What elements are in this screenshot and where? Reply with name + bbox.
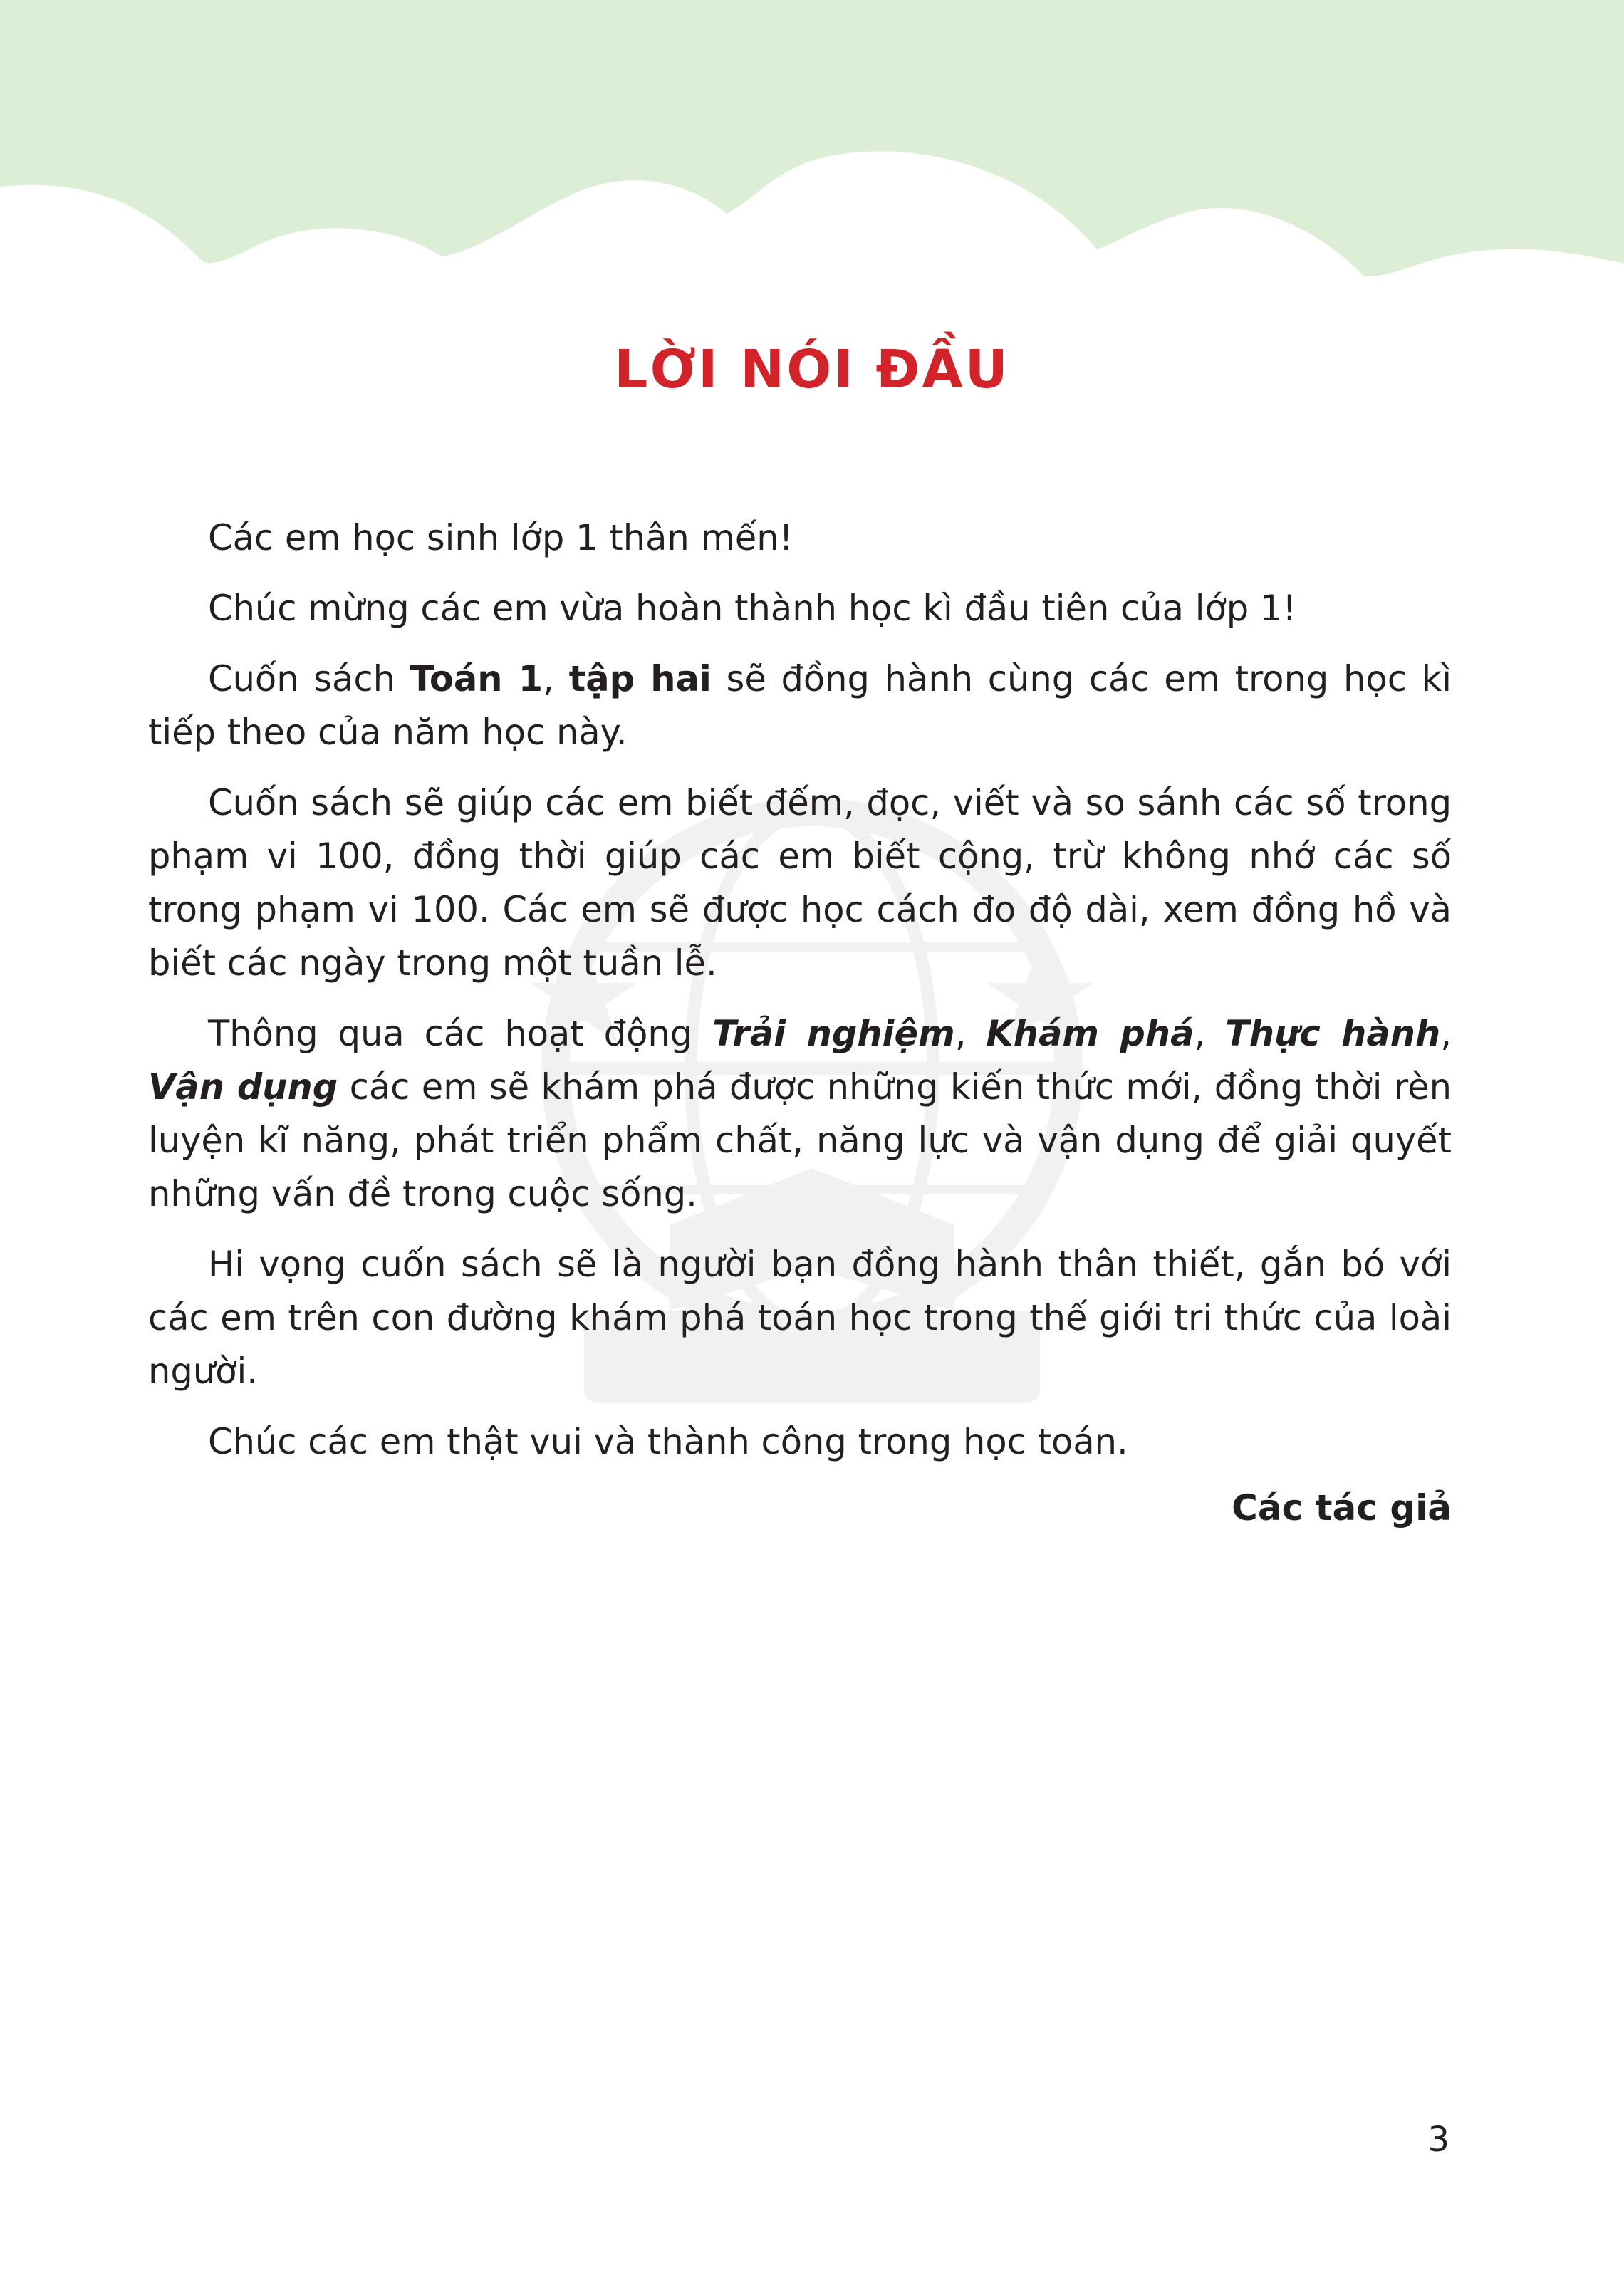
book-title-bold: Toán 1: [410, 658, 543, 699]
book-intro-post: sẽ đồng hành cùng các em trong học kì tiếp theo của năm học này.: [148, 658, 1452, 753]
activities-pre: Thông qua các hoạt động: [208, 1013, 713, 1054]
book-volume-bold: tập hai: [568, 658, 712, 699]
activities-comma: ,: [1440, 1013, 1452, 1054]
cloud-header-decoration: [0, 0, 1624, 299]
activities-comma: ,: [1194, 1013, 1226, 1054]
book-content-paragraph: Cuốn sách sẽ giúp các em biết đếm, đọc, viết và so sánh các số trong phạm vi 100, đồng thời giúp các em biết cộng, trừ không nhớ các số trong phạm vi 100. Các em sẽ được học cách đo độ dài, xem đồng hồ và biết các ngày trong một tuần lễ.: [148, 782, 1452, 984]
greeting-paragraph: Các em học sinh lớp 1 thân mến!: [208, 517, 793, 558]
page-number: 3: [1427, 2120, 1449, 2160]
book-intro-sep: ,: [543, 658, 569, 699]
activity-van-dung: Vận dụng: [148, 1066, 338, 1108]
activity-kham-pha: Khám phá: [986, 1013, 1194, 1054]
congrats-paragraph: Chúc mừng các em vừa hoàn thành học kì đầu tiên của lớp 1!: [208, 588, 1297, 629]
authors-signature: Các tác giả: [1232, 1487, 1452, 1529]
preface-body: [148, 511, 1452, 1486]
activities-paragraph: [148, 1007, 1452, 1221]
wish-paragraph: Chúc các em thật vui và thành công trong học toán.: [208, 1421, 1128, 1462]
activities-post: các em sẽ khám phá được những kiến thức mới, đồng thời rèn luyện kĩ năng, phát triển phẩm chất, năng lực và vận dụng để giải quyết những vấn đề trong cuộc sống.: [148, 1066, 1452, 1214]
book-intro-paragraph: [148, 652, 1452, 759]
activity-thuc-hanh: Thực hành: [1225, 1013, 1441, 1054]
activity-trai-nghiem: Trải nghiệm: [712, 1013, 955, 1054]
page-title: LỜI NÓI ĐẦU: [614, 339, 1010, 400]
activities-comma: ,: [954, 1013, 987, 1054]
book-intro-pre: Cuốn sách: [208, 658, 410, 699]
cloud-shape: [0, 0, 1624, 276]
hope-paragraph: Hi vọng cuốn sách sẽ là người bạn đồng hành thân thiết, gắn bó với các em trên con đường khám phá toán học trong thế giới tri thức của loài người.: [148, 1244, 1452, 1392]
